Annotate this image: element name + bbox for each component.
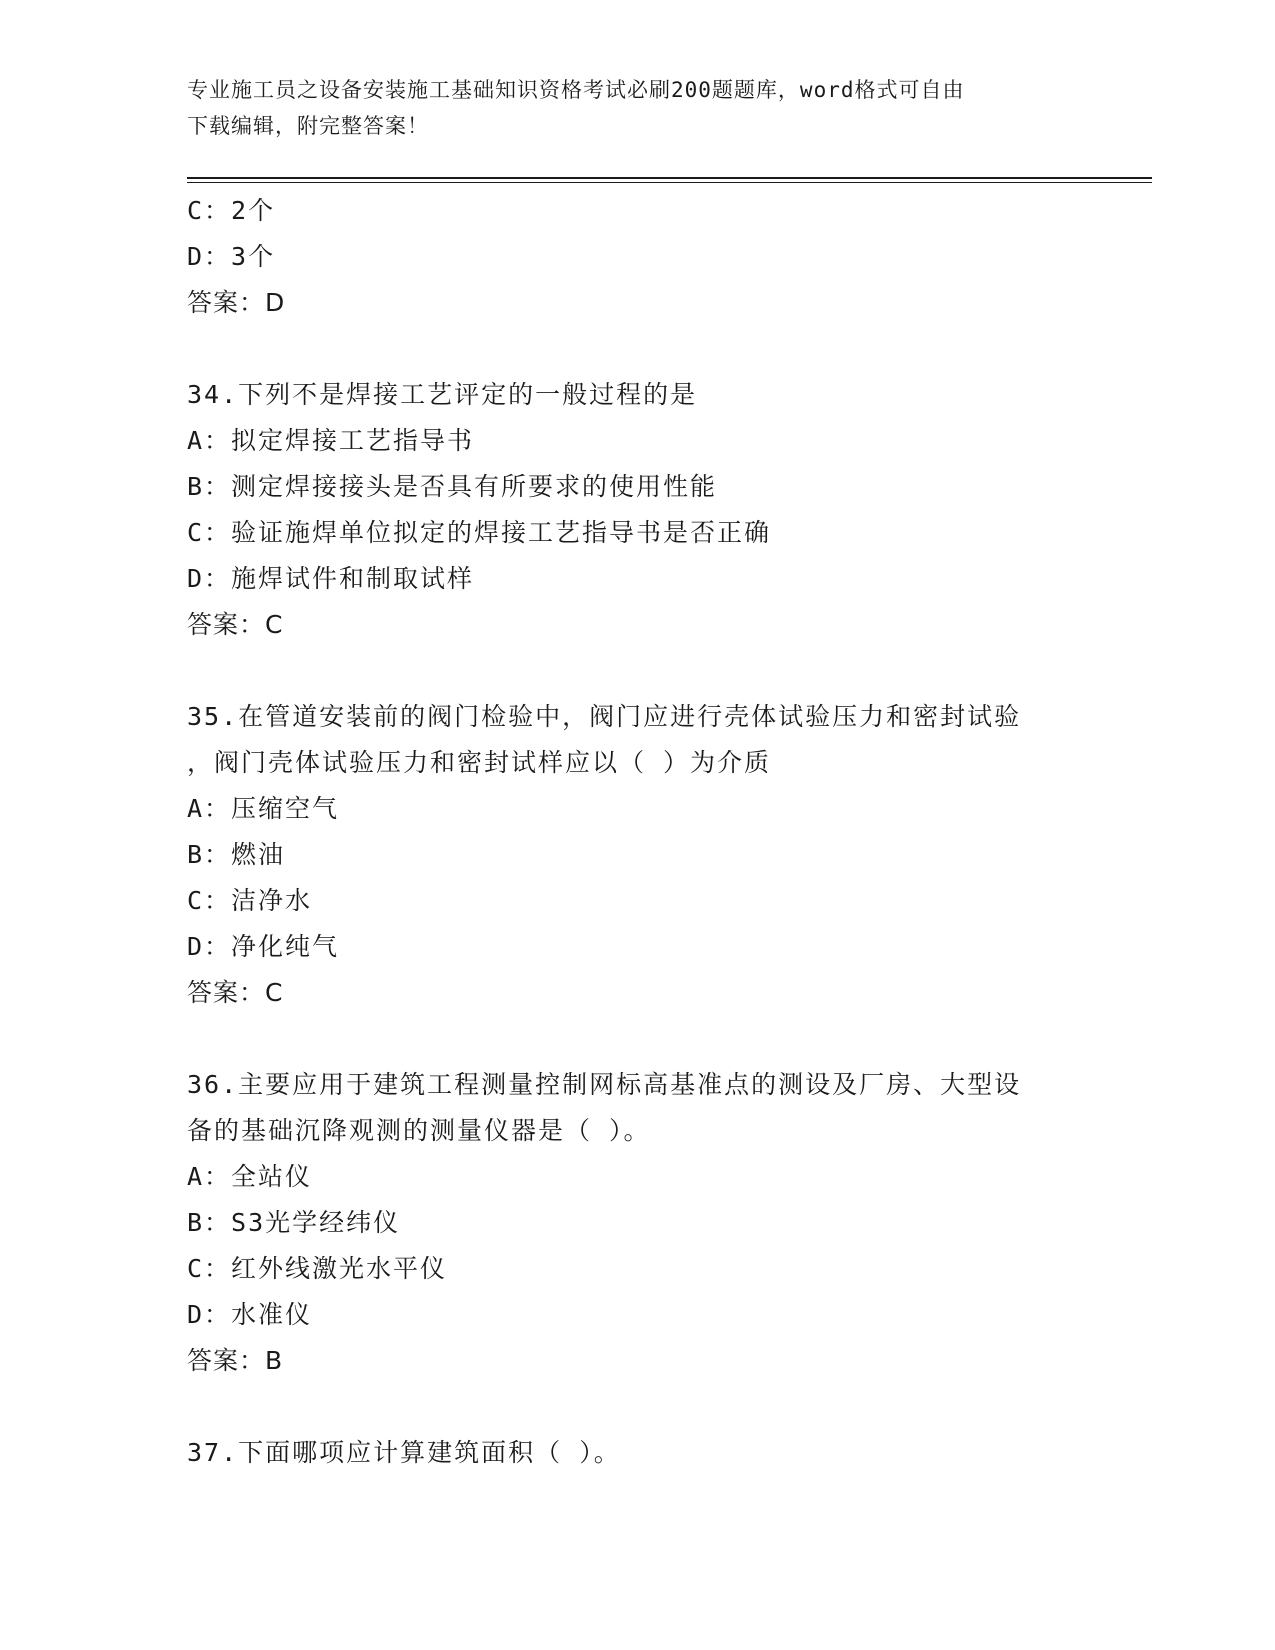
- spacer: [187, 326, 1127, 372]
- question-stem: 35.在管道安装前的阀门检验中，阀门应进行壳体试验压力和密封试验: [187, 702, 1022, 731]
- answer-line: 答案：C: [187, 978, 284, 1007]
- answer-line: 答案：D: [187, 288, 286, 317]
- spacer: [187, 648, 1127, 694]
- page-header: [187, 72, 1087, 144]
- question-stem: 36.主要应用于建筑工程测量控制网标高基准点的测设及厂房、大型设: [187, 1070, 1022, 1099]
- question-34: [187, 372, 1127, 648]
- question-stem-continued: ，阀门壳体试验压力和密封试样应以（ ）为介质: [187, 748, 772, 777]
- question-35: [187, 694, 1127, 1016]
- spacer: [187, 1384, 1127, 1430]
- option-d: D：3个: [187, 242, 276, 271]
- spacer: [187, 1016, 1127, 1062]
- header-line-2: 下载编辑，附完整答案！: [187, 114, 429, 138]
- option-a: A：压缩空气: [187, 794, 340, 823]
- option-b: B：S3光学经纬仪: [187, 1208, 401, 1237]
- answer-line: 答案：C: [187, 610, 284, 639]
- header-divider-thick: [187, 177, 1152, 179]
- option-c: C：洁净水: [187, 886, 313, 915]
- option-d: D：净化纯气: [187, 932, 340, 961]
- header-divider-thin: [187, 182, 1152, 183]
- question-list: [187, 188, 1127, 1476]
- question-stem-continued: 备的基础沉降观测的测量仪器是（ ）。: [187, 1116, 651, 1145]
- option-d: D：水准仪: [187, 1300, 313, 1329]
- option-b: B：测定焊接接头是否具有所要求的使用性能: [187, 472, 718, 501]
- option-c: C：2个: [187, 196, 276, 225]
- question-36: [187, 1062, 1127, 1384]
- header-line-1: 专业施工员之设备安装施工基础知识资格考试必刷200题题库，word格式可自由: [187, 78, 965, 102]
- option-b: B：燃油: [187, 840, 286, 869]
- option-c: C：红外线激光水平仪: [187, 1254, 448, 1283]
- option-d: D：施焊试件和制取试样: [187, 564, 475, 593]
- question-stem: 34.下列不是焊接工艺评定的一般过程的是: [187, 380, 698, 409]
- question-stem: 37.下面哪项应计算建筑面积（ ）。: [187, 1438, 621, 1467]
- option-c: C：验证施焊单位拟定的焊接工艺指导书是否正确: [187, 518, 772, 547]
- question-37: [187, 1430, 1127, 1476]
- option-a: A：全站仪: [187, 1162, 313, 1191]
- question-33-tail: [187, 188, 1127, 326]
- answer-line: 答案：B: [187, 1346, 284, 1375]
- option-a: A：拟定焊接工艺指导书: [187, 426, 475, 455]
